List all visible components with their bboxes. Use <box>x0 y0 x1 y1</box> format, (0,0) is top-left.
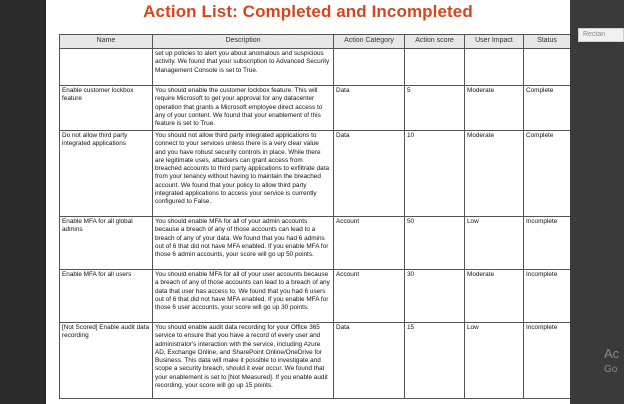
document-title: Action List: Completed and Incompleted <box>143 2 473 21</box>
table-row <box>60 270 571 323</box>
cell-description: You should enable audit data recording for your Office 365 service to ensure that you have a record of every user and administrator's interaction with the service, including Azure AD, Exchange Online, and SharePoint Online/OneDrive for Business. This data will make it possible to investigate and scope a security breach, should it ever occur. We found that your enablement is set to [Not Measured]. If you enable audit recording, your score will go up 15 points. <box>153 323 334 399</box>
cell-category <box>334 49 405 86</box>
header-name: Name <box>60 35 153 49</box>
action-table <box>59 34 570 399</box>
cell-description: You should enable MFA for all of your user accounts because a breach of any of those accounts can lead to a breach of any data that user has access to. We found that you had 6 users out of 6 that did not have MFA enabled. If you enable MFA for those 6 user accounts, your score will go up 30 points. <box>153 270 334 323</box>
cell-category: Data <box>334 323 405 399</box>
table-row <box>60 323 571 399</box>
cell-name <box>60 49 153 86</box>
cell-name: Enable MFA for all global admins <box>60 217 153 270</box>
cell-score <box>405 49 465 86</box>
cell-score: 15 <box>405 323 465 399</box>
cell-impact: Moderate <box>465 86 524 131</box>
activation-watermark-line1: Ac <box>604 346 620 361</box>
cell-score: 10 <box>405 131 465 217</box>
header-user-impact: User Impact <box>465 35 524 49</box>
document-page <box>46 0 570 404</box>
cell-status: Incomplete <box>524 217 571 270</box>
cell-status: Complete <box>524 131 571 217</box>
cell-status: Incomplete <box>524 270 571 323</box>
cell-impact: Moderate <box>465 270 524 323</box>
cell-name: Do not allow third party integrated applications <box>60 131 153 217</box>
table-header-row <box>60 35 571 49</box>
cell-score: 50 <box>405 217 465 270</box>
table-row <box>60 217 571 270</box>
cell-name: Enable MFA for all users <box>60 270 153 323</box>
cell-description: set up policies to alert you about anomalous and suspicious activity. We found that your subscription to Advanced Security Management Console is set to True. <box>153 49 334 86</box>
cell-category: Data <box>334 86 405 131</box>
header-action-category: Action Category <box>334 35 405 49</box>
table-row <box>60 49 571 86</box>
cell-status: Complete <box>524 86 571 131</box>
cell-impact: Low <box>465 217 524 270</box>
activation-watermark-line2: Go <box>604 364 618 375</box>
cell-impact: Moderate <box>465 131 524 217</box>
cell-name: Enable customer lockbox feature <box>60 86 153 131</box>
cell-name: [Not Scored] Enable audit data recording <box>60 323 153 399</box>
table-row <box>60 86 571 131</box>
cell-impact: Low <box>465 323 524 399</box>
cell-status <box>524 49 571 86</box>
table-row <box>60 131 571 217</box>
cell-description: You should enable the customer lockbox feature. This will require Microsoft to get your approval for any datacenter operation that grants a Microsoft employee direct access to any of your content. We found that your enablement of this feature is set to True. <box>153 86 334 131</box>
header-action-score: Action score <box>405 35 465 49</box>
cell-description: You should not allow third party integrated applications to connect to your services unless there is a very clear value and you have robust security controls in place. While there are legitimate uses, attackers can grant access from breached accounts to third party applications to exfiltrate data from your tenancy without having to maintain the breached account. We found that your policy to allow third party integrated applications to access your service is currently configured to False. <box>153 131 334 217</box>
cell-impact <box>465 49 524 86</box>
cell-status: Incomplete <box>524 323 571 399</box>
right-side-panel <box>570 0 624 404</box>
cell-category: Account <box>334 270 405 323</box>
cell-score: 5 <box>405 86 465 131</box>
header-status: Status <box>524 35 571 49</box>
cell-category: Account <box>334 217 405 270</box>
cell-score: 30 <box>405 270 465 323</box>
header-description: Description <box>153 35 334 49</box>
cell-category: Data <box>334 131 405 217</box>
cell-description: You should enable MFA for all of your admin accounts because a breach of any of those accounts can lead to a breach of any of your data. We found that you had 6 admins out of 6 that did not have MFA enabled. If you enable MFA for those 6 admin accounts, your score will go up 50 points. <box>153 217 334 270</box>
side-panel-tab[interactable]: Rectan <box>578 28 624 42</box>
